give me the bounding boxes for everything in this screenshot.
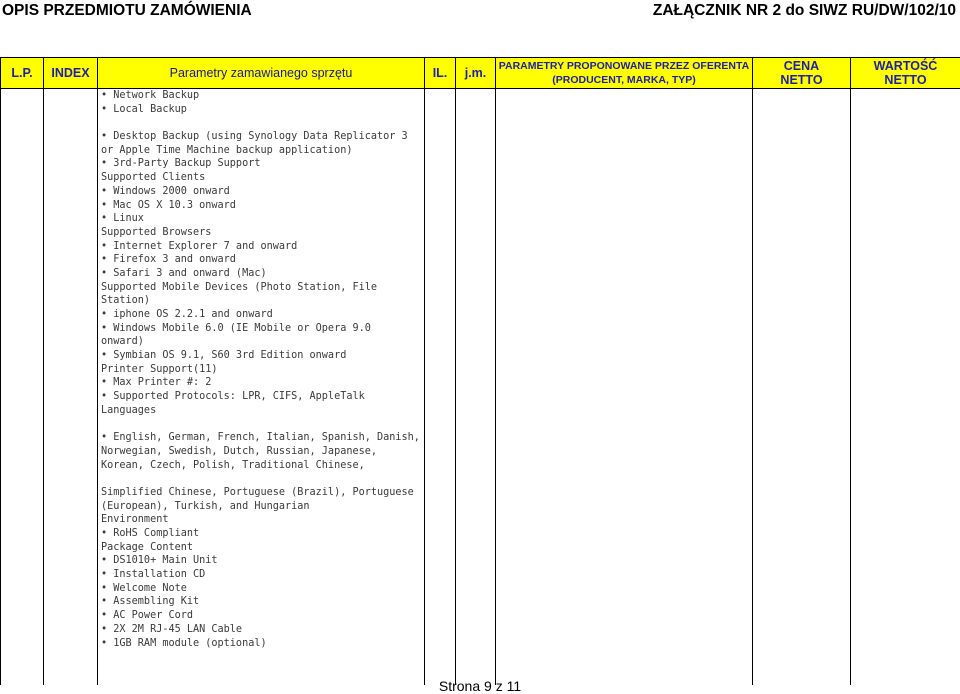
parameter-line: • Supported Protocols: LPR, CIFS, AppleTalk bbox=[101, 390, 424, 404]
parameter-line: • Mac OS X 10.3 onward bbox=[101, 199, 424, 213]
col-header-parameters: Parametry zamawianego sprzętu bbox=[98, 58, 425, 89]
parameter-line: • English, German, French, Italian, Spanish, Danish, bbox=[101, 431, 424, 445]
attachment-label: ZAŁĄCZNIK NR 2 do SIWZ RU/DW/102/10 bbox=[653, 0, 956, 22]
parameter-line: • RoHS Compliant bbox=[101, 527, 424, 541]
parameter-line: • iphone OS 2.2.1 and onward bbox=[101, 308, 424, 322]
parameter-line: • Firefox 3 and onward bbox=[101, 253, 424, 267]
parameter-line: Supported Browsers bbox=[101, 226, 424, 240]
cell-unit bbox=[456, 89, 496, 686]
col-header-net-value: WARTOŚĆ NETTO bbox=[851, 58, 960, 89]
parameter-line: onward) bbox=[101, 335, 424, 349]
parameter-line: • Installation CD bbox=[101, 568, 424, 582]
parameter-line: • Welcome Note bbox=[101, 582, 424, 596]
parameter-line: Languages bbox=[101, 404, 424, 418]
parameter-line: Station) bbox=[101, 294, 424, 308]
parameter-line: Printer Support(11) bbox=[101, 363, 424, 377]
cell-offer-parameters bbox=[496, 89, 753, 686]
cell-net-price bbox=[753, 89, 851, 686]
cell-quantity bbox=[425, 89, 456, 686]
parameter-line: Korean, Czech, Polish, Traditional Chinese, bbox=[101, 459, 424, 473]
table-header-row bbox=[1, 58, 960, 89]
parameter-line: Simplified Chinese, Portuguese (Brazil), Portuguese bbox=[101, 486, 424, 500]
parameter-line: • DS1010+ Main Unit bbox=[101, 554, 424, 568]
cell-net-value bbox=[851, 89, 960, 686]
document-title: OPIS PRZEDMIOTU ZAMÓWIENIA bbox=[2, 0, 252, 22]
table-row bbox=[1, 89, 960, 686]
parameter-line: • Windows 2000 onward bbox=[101, 185, 424, 199]
cell-index bbox=[44, 89, 98, 686]
col-header-unit: j.m. bbox=[456, 58, 496, 89]
parameter-line: Environment bbox=[101, 513, 424, 527]
parameter-line: • Safari 3 and onward (Mac) bbox=[101, 267, 424, 281]
parameter-line: • 2X 2M RJ-45 LAN Cable bbox=[101, 623, 424, 637]
parameter-line: or Apple Time Machine backup application) bbox=[101, 144, 424, 158]
cell-parameters bbox=[98, 89, 425, 686]
col-header-lp: L.P. bbox=[1, 58, 44, 89]
col-header-offer-parameters: PARAMETRY PROPONOWANE PRZEZ OFERENTA (PRODUCENT, MARKA, TYP) bbox=[496, 58, 753, 89]
specification-table bbox=[0, 57, 960, 685]
parameter-line: • Windows Mobile 6.0 (IE Mobile or Opera 9.0 bbox=[101, 322, 424, 336]
parameter-line: • 3rd-Party Backup Support bbox=[101, 157, 424, 171]
parameter-line: Supported Clients bbox=[101, 171, 424, 185]
parameter-line: Package Content bbox=[101, 541, 424, 555]
parameter-line: • 1GB RAM module (optional) bbox=[101, 637, 424, 651]
parameter-list bbox=[98, 89, 424, 650]
parameter-line: • Max Printer #: 2 bbox=[101, 376, 424, 390]
col-header-net-price: CENA NETTO bbox=[753, 58, 851, 89]
parameter-line: Norwegian, Swedish, Dutch, Russian, Japanese, bbox=[101, 445, 424, 459]
parameter-line bbox=[101, 116, 424, 130]
parameter-line: • Network Backup bbox=[101, 89, 424, 103]
parameter-line: Supported Mobile Devices (Photo Station, File bbox=[101, 281, 424, 295]
parameter-line: • Linux bbox=[101, 212, 424, 226]
parameter-line: • Desktop Backup (using Synology Data Replicator 3 bbox=[101, 130, 424, 144]
parameter-line: • Internet Explorer 7 and onward bbox=[101, 240, 424, 254]
parameter-line: • AC Power Cord bbox=[101, 609, 424, 623]
parameter-line bbox=[101, 418, 424, 432]
parameter-line bbox=[101, 472, 424, 486]
parameter-line: • Symbian OS 9.1, S60 3rd Edition onward bbox=[101, 349, 424, 363]
col-header-quantity: IL. bbox=[425, 58, 456, 89]
page-number: Strona 9 z 11 bbox=[0, 678, 960, 694]
cell-lp bbox=[1, 89, 44, 686]
col-header-index: INDEX bbox=[44, 58, 98, 89]
parameter-line: • Assembling Kit bbox=[101, 595, 424, 609]
parameter-line: • Local Backup bbox=[101, 103, 424, 117]
parameter-line: (European), Turkish, and Hungarian bbox=[101, 500, 424, 514]
